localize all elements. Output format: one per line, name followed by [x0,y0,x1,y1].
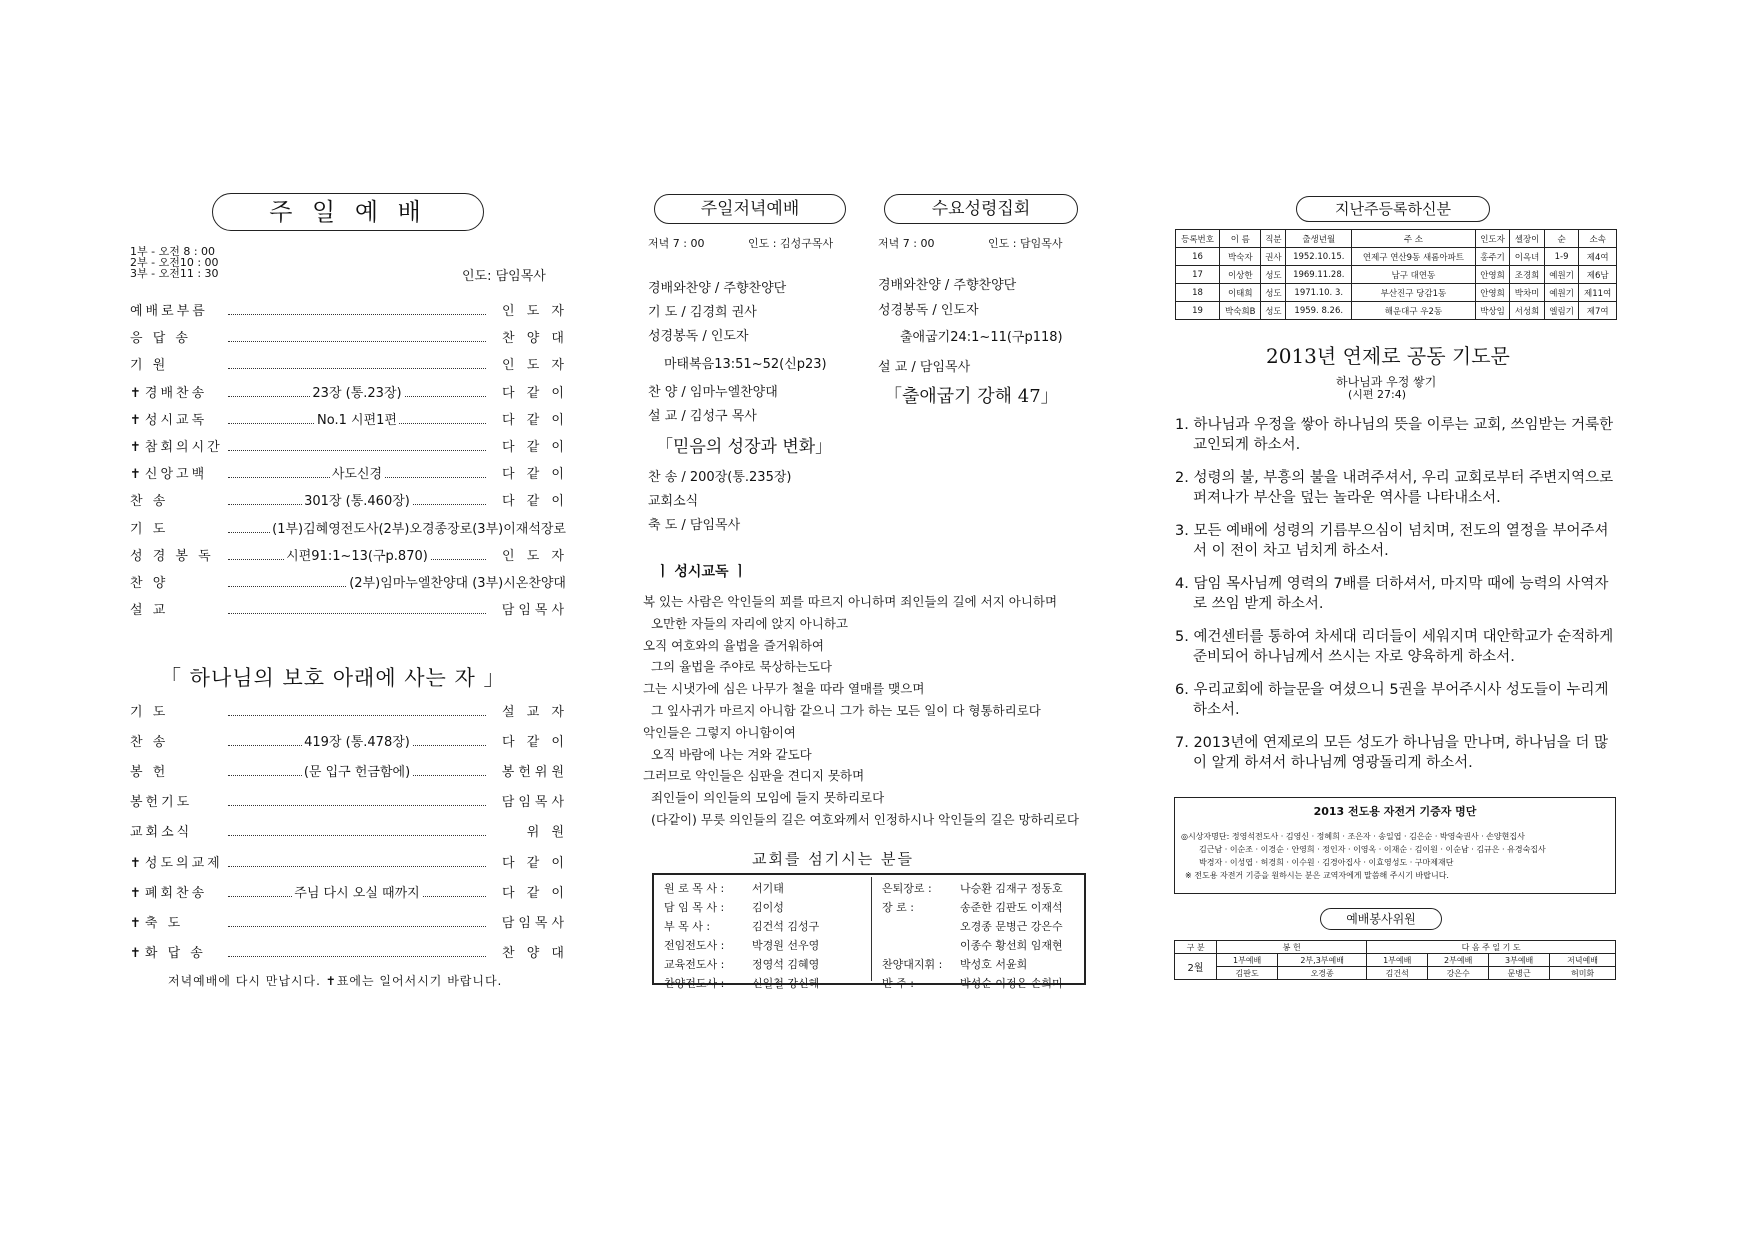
staff-row [878,916,1067,935]
evening-line: 찬 송 / 200장(통.235장) [648,470,792,485]
worship-order-row [130,792,568,814]
worship-order-detail: (2부)임마누엘찬양대 (3부)시온찬양대 [349,576,566,591]
service-committee-table [1174,940,1616,980]
staff-role [878,935,956,954]
svc-sub: 3부예배 [1489,954,1550,967]
service-time-3: 3부 - 오전11 : 30 [130,267,219,280]
evening-line: 성경봉독 / 인도자 [648,329,749,344]
leader-dots [228,715,486,716]
worship-order-row [130,943,568,965]
responsive-reading-line: 오직 여호와의 율법을 즐거워하여 [643,637,824,653]
worship-order-leader: 다 같 이 [502,412,568,428]
staff-names: 박경원 선우영 [752,938,820,952]
worship-order-leader: 인 도 자 [502,548,568,564]
newcomers-cell: 성도 [1261,302,1286,320]
newcomers-cell: 이옥녀 [1510,248,1545,266]
staff-row [878,897,1067,916]
svc-val: 강은수 [1428,967,1489,980]
staff-names: 박성순 이정은 손희미 [960,976,1063,990]
leader-dots [228,314,486,315]
worship-order-row [130,491,568,513]
newcomers-cell: 홍주기 [1475,248,1510,266]
service-time-2: 2부 - 오전10 : 00 [130,256,219,269]
worship-order-row [130,546,568,568]
evening-sermon-title: 「믿음의 성장과 변화」 [656,437,833,457]
worship-order-detail: 23장 (통.23장) [312,385,402,401]
staff-role: 부 목 사 : [664,919,711,933]
prayer-item-7: 7. 2013년에 연제로의 모든 성도가 하나님을 만나며, 하나님을 더 많이 알게 하셔서 하나님께 영광돌리게 하소서. [1175,735,1608,771]
newcomers-header-cell: 셀장이 [1510,230,1545,248]
staff-row [660,916,823,935]
sunday-sermon-title: 「 하나님의 보호 아래에 사는 자 」 [160,666,506,690]
newcomers-cell: 권사 [1261,248,1286,266]
wednesday-time: 저녁 7 : 00 [878,237,935,250]
worship-order-leader: 다 같 이 [502,494,568,510]
worship-order-label: 기 원 [130,358,169,374]
newcomers-cell: 이태희 [1220,284,1261,302]
svc-header-prayer: 다 음 주 일 기 도 [1367,941,1616,954]
newcomers-cell: 16 [1176,248,1220,266]
service-time-1: 1부 - 오전 8 : 00 [130,245,216,258]
svc-header-offering: 봉 헌 [1217,941,1367,954]
table-row [1176,248,1617,266]
svc-sub: 2부예배 [1428,954,1489,967]
donors-line: 김근남 · 이순조 · 이경순 · 안영희 · 정인자 · 이영옥 · 이재순 · 김이원 · 이순남 · 김규은 · 유경숙집사 [1199,845,1546,854]
footnote: 저녁예배에 다시 만납시다. ✝표에는 일어서시기 바랍니다. [168,974,503,988]
donors-box [1174,797,1616,894]
worship-order-label: ✝ 경배찬송 [130,383,207,405]
staff-names: 박성호 서윤희 [960,957,1028,971]
staff-row [660,935,823,954]
worship-order-leader: 다 같 이 [502,385,568,401]
worship-order-leader: 인 도 자 [502,304,568,319]
newcomers-cell: 박차미 [1510,284,1545,302]
worship-order-row [130,822,568,844]
service-times [130,246,219,279]
evening-line: 경배와찬양 / 주향찬양단 [648,281,787,296]
wednesday-service-title: 수요성령집회 [884,194,1078,224]
worship-order-row [130,762,568,784]
newcomers-title: 지난주등록하신분 [1296,196,1490,222]
staff-role: 찬양전도사 : [664,976,725,990]
prayer-item-1: 1. 하나님과 우정을 쌓아 하나님의 뜻을 이루는 교회, 쓰임받는 거룩한 교인되게 하소서. [1175,417,1614,453]
responsive-reading-line: 그 잎사귀가 마르지 아니함 같으니 그가 하는 모든 일이 다 형통하리로다 [643,703,1041,718]
responsive-reading-line: 악인들은 그렇지 아니함이여 [643,724,796,740]
newcomers-cell: 18 [1176,284,1220,302]
donors-note: ※ 전도용 자전거 기증을 원하시는 분은 교역자에게 말씀해 주시기 바랍니다. [1185,871,1449,880]
prayer-item-2: 2. 성령의 불, 부흥의 불을 내려주셔서, 우리 교회로부터 주변지역으로 퍼져나가 부산을 덮는 놀라운 역사를 나타내소서. [1175,470,1614,506]
svc-month: 2월 [1175,954,1217,980]
worship-order-label: ✝ 참회의시간 [130,437,223,459]
newcomers-cell: 서성희 [1510,302,1545,320]
svc-val: 오경종 [1278,967,1367,980]
worship-order-label: 예배로부름 [130,304,208,319]
newcomers-cell: 제4여 [1579,248,1617,266]
newcomers-cell: 예원기 [1544,284,1579,302]
worship-order-row [130,437,568,459]
leader-dots [228,926,486,927]
newcomers-header-cell: 출생년월 [1286,230,1352,248]
worship-order-detail: 301장 (통.460장) [304,494,410,510]
newcomers-cell: 해운대구 우2동 [1352,302,1476,320]
leader-dots [228,450,486,451]
service-committee-title: 예배봉사위원 [1320,908,1442,930]
worship-order-leader: 찬 양 대 [502,945,568,961]
worship-order-label: ✝ 축 도 [130,913,183,935]
worship-order-leader: 인 도 자 [502,358,568,374]
svc-header-section: 구 분 [1175,941,1217,954]
newcomers-cell: 박숙자 [1220,248,1261,266]
evening-time: 저녁 7 : 00 [648,237,705,250]
staff-title: 교회를 섬기시는 분들 [752,850,914,868]
worship-order-row [130,301,568,323]
staff-row [878,935,1067,954]
evening-scripture: 마태복음13:51~52(신p23) [664,357,827,372]
table-row [1176,266,1617,284]
worship-order-row [130,383,568,405]
worship-order-row [130,913,568,935]
svc-sub: 1부예배 [1217,954,1278,967]
responsive-reading-line: 죄인들이 의인들의 모임에 들지 못하리로다 [643,790,885,806]
responsive-reading-line: 복 있는 사람은 악인들의 꾀를 따르지 아니하며 죄인들의 길에 서지 아니하며 [643,594,1058,609]
newcomers-cell: 제6남 [1579,266,1617,284]
worship-order-row [130,464,568,486]
svc-sub: 1부예배 [1367,954,1428,967]
newcomers-cell: 연제구 연산9동 새롬아파트 [1352,248,1476,266]
worship-order-leader: 다 같 이 [502,440,568,455]
responsive-reading-title: ㅣ 성시교독 ㅣ [656,564,747,580]
staff-names: 정영석 김혜영 [752,957,820,971]
evening-line: 설 교 / 김성구 목사 [648,409,757,424]
newcomers-table [1175,229,1617,320]
leader-dots [228,835,486,836]
wednesday-line: 경배와찬양 / 주향찬양단 [878,278,1017,293]
staff-box [652,873,1086,990]
evening-line: 축 도 / 담임목사 [648,518,741,533]
leader-dots [228,341,486,342]
wednesday-line: 설 교 / 담임목사 [878,360,971,375]
worship-order-detail: (1부)김혜영전도사(2부)오경종장로(3부)이재석장로 [272,521,566,537]
worship-order-label: 교회소식 [130,825,193,841]
worship-order-detail: No.1 시편1편 [317,412,397,428]
staff-names: 이종수 황선희 임재현 [960,938,1063,952]
worship-order-leader: 다 같 이 [502,467,568,483]
staff-role: 전임전도사 : [664,938,725,952]
staff-role: 장 로 : [882,900,914,914]
newcomers-cell: 엘림기 [1544,302,1579,320]
donors-title: 2013 전도용 자전거 기증자 명단 [1313,805,1477,818]
newcomers-cell: 부산진구 당감1동 [1352,284,1476,302]
worship-order-row [130,702,568,724]
svc-sub: 저녁예배 [1550,954,1616,967]
newcomers-cell: 1959. 8.26. [1286,302,1352,320]
worship-order-row [130,519,568,541]
worship-order-row [130,732,568,754]
table-row [1176,284,1617,302]
evening-leader: 인도 : 김성구목사 [748,237,834,250]
prayer-item-6: 6. 우리교회에 하늘문을 여셨으니 5권을 부어주시사 성도들이 누리게 하소서. [1175,682,1609,718]
newcomers-header-cell: 직분 [1261,230,1286,248]
leader-dots [228,613,486,614]
worship-order-row [130,355,568,377]
staff-role [878,916,956,935]
worship-order-label: 성 경 봉 독 [130,548,214,564]
staff-left-table [660,878,823,992]
worship-order-label: ✝ 성시교독 [130,410,207,432]
worship-order-label: ✝ 신앙고백 [130,464,207,486]
staff-row [878,973,1067,992]
newcomers-cell: 성도 [1261,284,1286,302]
svc-sub: 2부,3부예배 [1278,954,1367,967]
prayer-title: 2013년 연제로 공동 기도문 [1266,344,1510,368]
wednesday-line: 성경봉독 / 인도자 [878,303,979,318]
worship-leader: 인도: 담임목사 [462,269,546,284]
wednesday-scripture: 출애굽기24:1~11(구p118) [900,330,1063,345]
staff-role: 담 임 목 사 : [664,900,725,914]
worship-order-detail: 주님 다시 오실 때까지 [294,885,420,901]
worship-order-leader: 찬 양 대 [502,331,568,347]
staff-names: 신일철 강신혜 [752,976,820,990]
worship-order-label: 찬 양 [130,576,169,591]
newcomers-cell: 조경희 [1510,266,1545,284]
worship-order-label: 기 도 [130,521,169,537]
evening-line: 찬 양 / 임마누엘찬양대 [648,385,778,400]
evening-line: 기 도 / 김경희 권사 [648,305,757,320]
staff-row [878,954,1067,973]
svc-val: 문병근 [1489,967,1550,980]
worship-order-detail: (문 입구 헌금함에) [303,765,411,781]
worship-order-label: 기 도 [130,705,169,720]
worship-order-leader: 봉헌위원 [501,765,568,781]
staff-names: 오경종 문병근 강은수 [960,919,1063,933]
staff-names: 송준한 김판도 이재석 [960,900,1063,914]
staff-names: 김건석 김성구 [752,919,820,933]
responsive-reading-label: 성시교독 [674,564,729,580]
worship-order-leader: 위 원 [526,825,568,841]
newcomers-cell: 이상한 [1220,266,1261,284]
worship-order-label: ✝ 화 답 송 [130,943,206,965]
staff-role: 원 로 목 사 : [664,881,725,895]
worship-order-detail: 시편91:1~13(구p.870) [286,548,428,564]
newcomers-cell: 성도 [1261,266,1286,284]
worship-order-label: ✝ 성도의교제 [130,853,223,875]
newcomers-header-cell: 인도자 [1475,230,1510,248]
responsive-reading-line: 그는 시냇가에 심은 나무가 철을 따라 열매를 맺으며 [643,681,925,697]
newcomers-header-cell: 소속 [1579,230,1617,248]
prayer-subtitle: 하나님과 우정 쌓기 [1336,375,1437,389]
worship-order-leader: 담임목사 [501,915,568,931]
newcomers-header-cell: 순 [1544,230,1579,248]
leader-dots [228,956,486,957]
staff-names: 서기태 [752,881,784,895]
donors-line: 박경자 · 이성엽 · 허경희 · 이수원 · 김경아집사 · 이효영성도 · 구마제재단 [1199,858,1454,867]
staff-role: 은퇴장로 : [882,881,932,895]
staff-row [660,878,823,897]
worship-order-label: ✝ 폐회찬송 [130,883,207,905]
worship-order-label: 찬 송 [130,494,169,510]
newcomers-cell: 1971.10. 3. [1286,284,1352,302]
responsive-reading-line: 그의 율법을 주야로 묵상하는도다 [643,659,832,675]
staff-right-table [878,878,1067,992]
leader-dots [228,368,486,369]
worship-order-label: 봉 헌 [130,765,169,781]
staff-row [660,973,823,992]
newcomers-cell: 1952.10.15. [1286,248,1352,266]
newcomers-cell: 박숙희B [1220,302,1261,320]
newcomers-cell: 1969.11.28. [1286,266,1352,284]
staff-names: 김이성 [752,900,784,914]
newcomers-cell: 17 [1176,266,1220,284]
sunday-worship-title: 주 일 예 배 [212,193,484,231]
staff-row [878,878,1067,897]
leader-dots [228,805,486,806]
newcomers-header-cell: 이 름 [1220,230,1261,248]
worship-order-leader: 다 같 이 [502,855,568,871]
svc-val: 허미화 [1550,967,1616,980]
worship-order-row [130,883,568,905]
newcomers-header-cell: 등록번호 [1176,230,1220,248]
wednesday-leader: 인도 : 담임목사 [988,237,1063,250]
staff-role: 찬양대지휘 : [882,957,943,971]
worship-order-label: 봉헌기도 [130,795,193,811]
staff-divider [871,877,872,981]
newcomers-cell: 안영희 [1475,284,1510,302]
worship-order-label: 찬 송 [130,735,169,751]
staff-role: 교육전도사 : [664,957,725,971]
worship-order-detail: 사도신경 [331,467,383,483]
newcomers-cell: 박상임 [1475,302,1510,320]
newcomers-cell: 제7여 [1579,302,1617,320]
responsive-reading-line: 그러므로 악인들은 심판을 견디지 못하며 [643,768,865,784]
prayer-item-5: 5. 예건센터를 통하여 차세대 리더들이 세워지며 대안학교가 순적하게 준비되어 하나님께서 쓰시는 자로 양육하게 하소서. [1175,629,1614,665]
prayer-item-4: 4. 담임 목사님께 영력의 7배를 더하셔서, 마지막 때에 능력의 사역자로 쓰임 받게 하소서. [1175,576,1609,612]
svc-val: 김판도 [1217,967,1278,980]
worship-order-detail: 419장 (통.478장) [304,735,410,751]
staff-row [660,897,823,916]
newcomers-cell: 안영희 [1475,266,1510,284]
responsive-reading-line: 오직 바람에 나는 겨와 같도다 [643,746,812,762]
worship-order-row [130,853,568,875]
newcomers-cell: 남구 대연동 [1352,266,1476,284]
table-row [1176,302,1617,320]
worship-order-leader: 설 교 자 [502,705,568,720]
worship-order-leader: 담임목사 [501,603,568,619]
prayer-reference: (시편 27:4) [1348,388,1407,401]
donors-line: ◎시상자명단: 정영석전도사 · 김영신 · 정혜희 · 조은자 · 송일엽 · 김은순 · 박영숙권사 · 손양현집사 [1181,832,1525,841]
worship-order-label: 응 답 송 [130,331,191,347]
worship-order-label: 설 교 [130,603,169,619]
newcomers-cell: 1-9 [1544,248,1579,266]
staff-row [660,954,823,973]
newcomers-cell: 예원기 [1544,266,1579,284]
evening-line: 교회소식 [648,494,699,509]
svc-val: 김건석 [1367,967,1428,980]
leader-dots [228,866,486,867]
newcomers-cell: 제11여 [1579,284,1617,302]
wednesday-sermon-title: 「출애굽기 강해 47」 [884,386,1059,407]
worship-order-row [130,600,568,622]
newcomers-header-cell: 주 소 [1352,230,1476,248]
prayer-item-3: 3. 모든 예배에 성령의 기름부으심이 넘치며, 전도의 열정을 부어주셔서 이 전이 차고 넘치게 하소서. [1175,523,1609,559]
newcomers-cell: 19 [1176,302,1220,320]
worship-order-row [130,328,568,350]
staff-names: 나승환 김재구 정동호 [960,881,1063,895]
responsive-reading-line: 오만한 자들의 자리에 앉지 아니하고 [643,615,848,631]
worship-order-row [130,573,568,595]
worship-order-leader: 다 같 이 [502,885,568,901]
worship-order-leader: 담임목사 [501,795,568,811]
worship-order-leader: 다 같 이 [502,735,568,751]
staff-role: 반 주 : [882,976,914,990]
responsive-reading-line: (다같이) 무릇 의인들의 길은 여호와께서 인정하시나 악인들의 길은 망하리로다 [643,812,1079,827]
worship-order-row [130,410,568,432]
evening-worship-title: 주일저녁예배 [654,194,846,224]
